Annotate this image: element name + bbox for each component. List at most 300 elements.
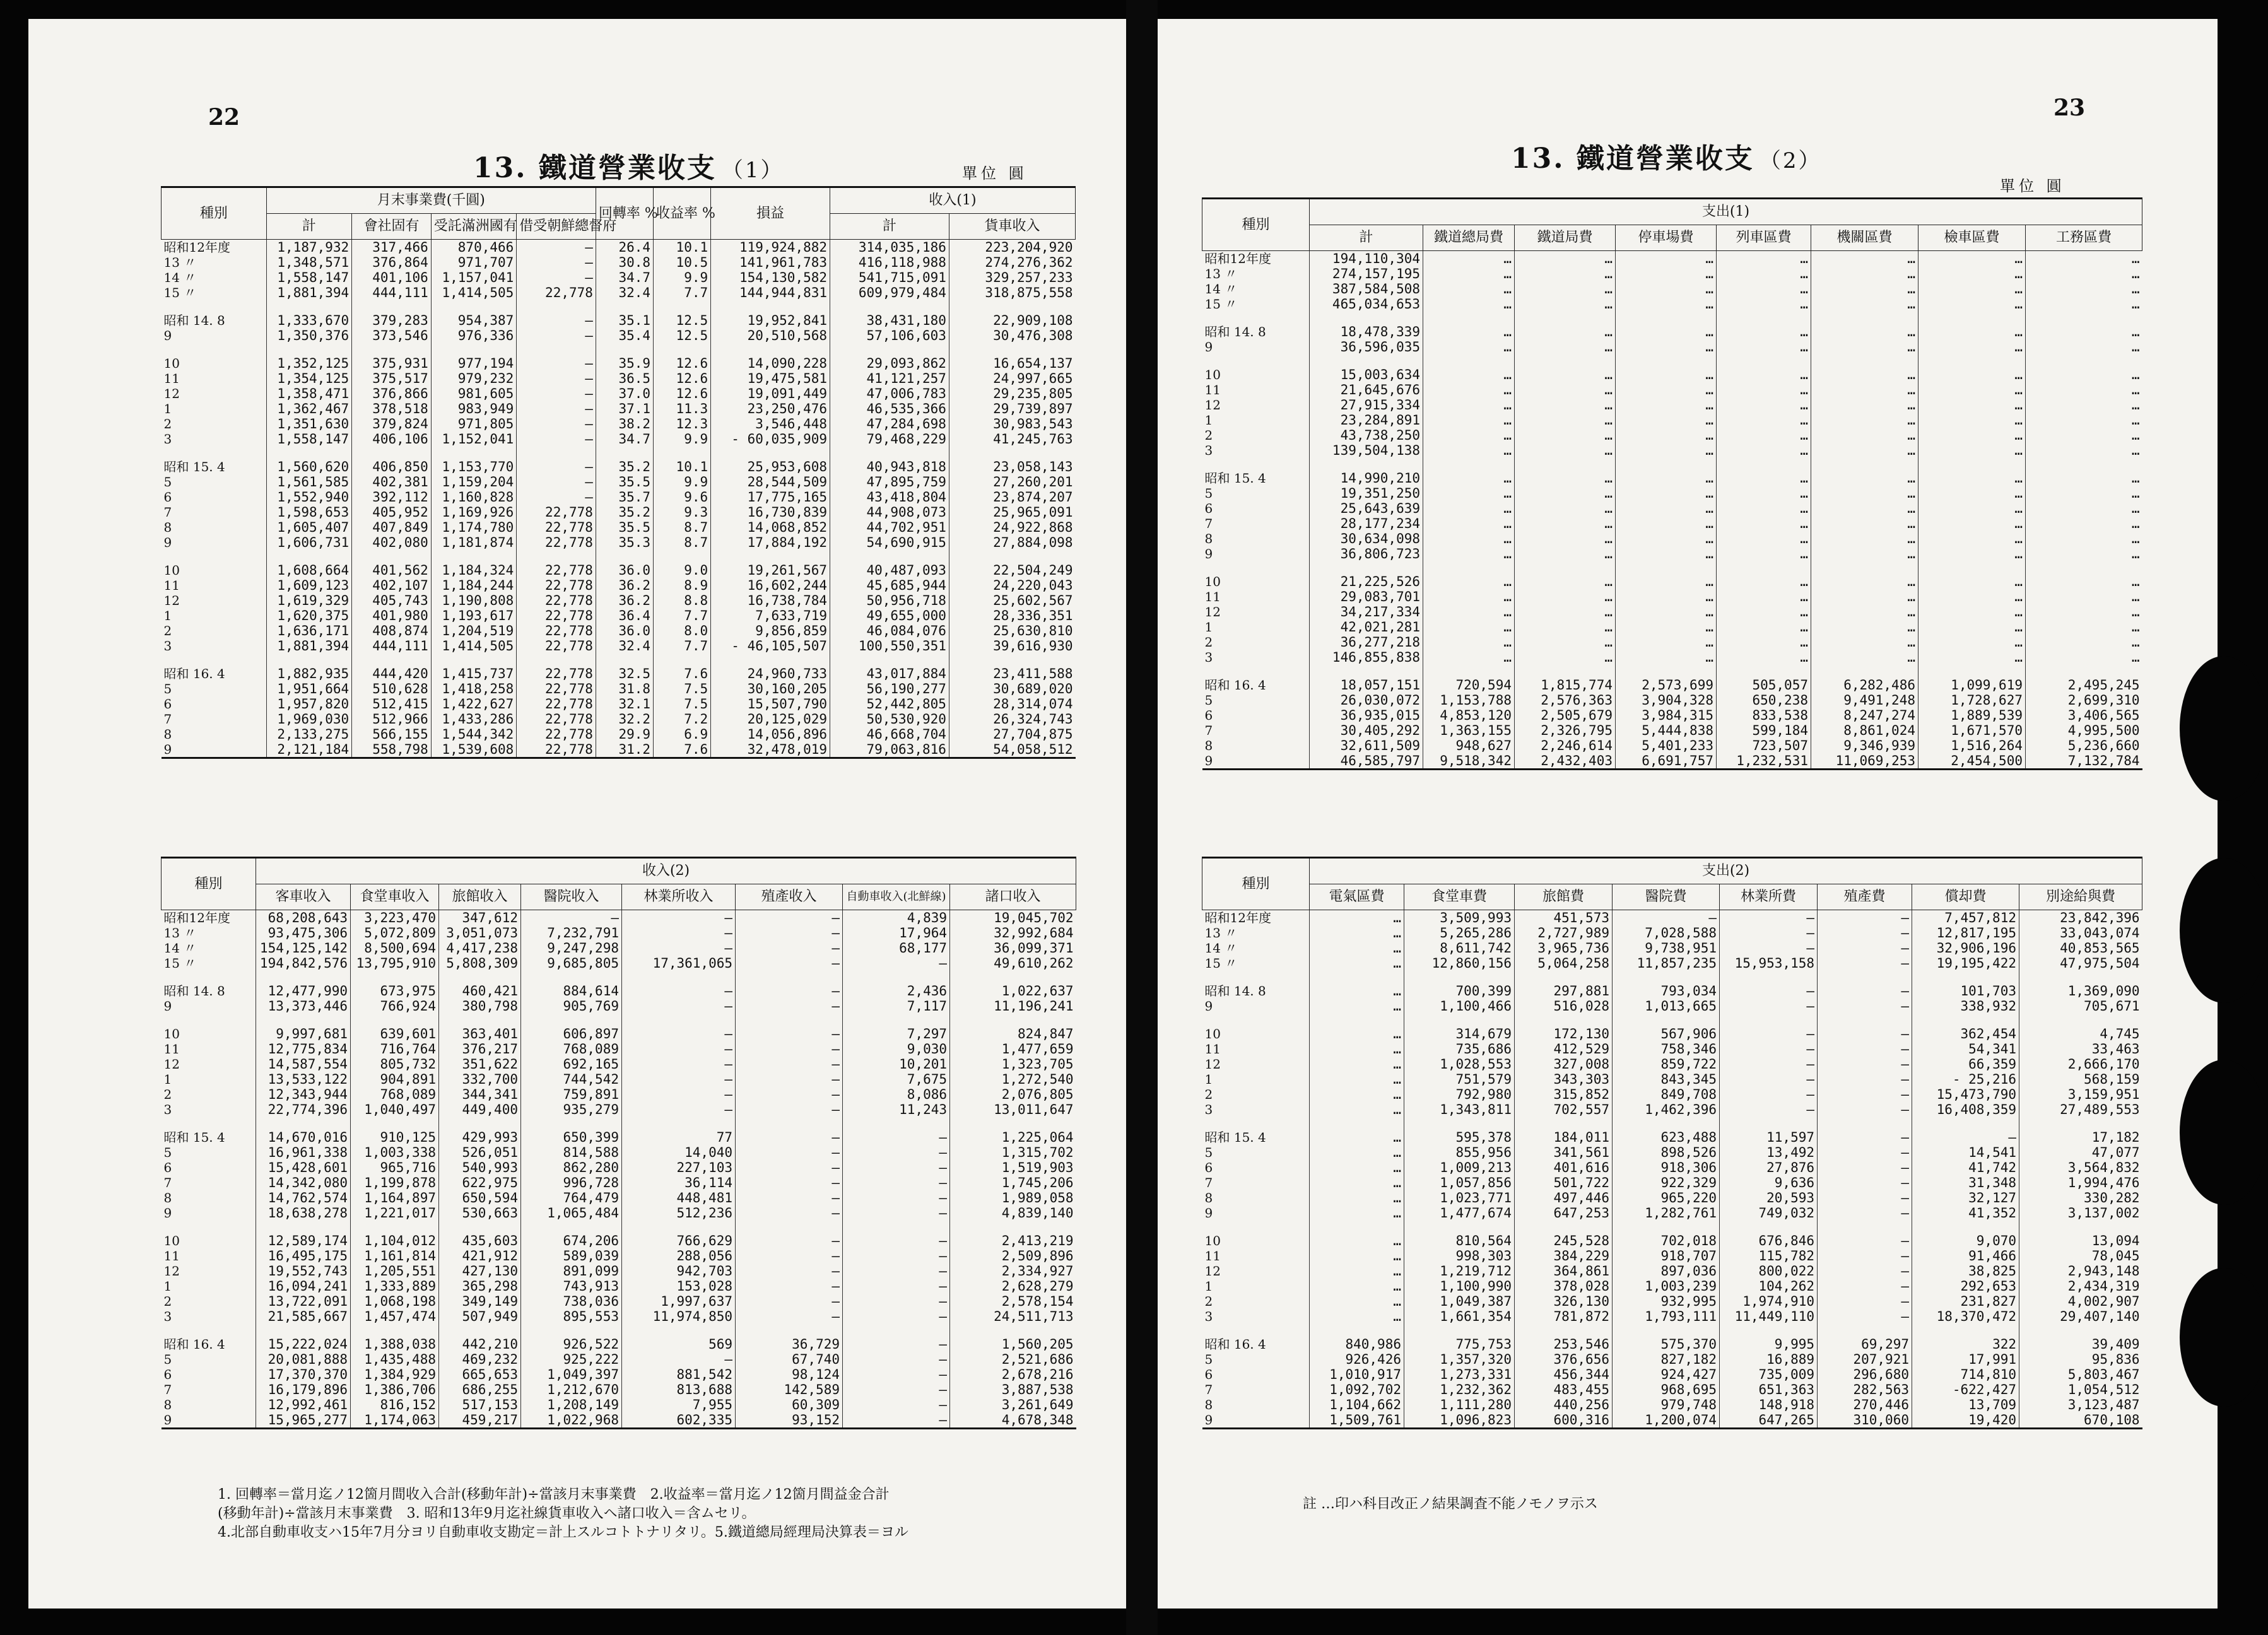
row-gap [1202,1221,2142,1233]
table-cell: … [1310,1205,1404,1221]
row-label: 昭和 14. 8 [1204,324,1266,339]
footnote-3: 4.北部自動車收支ハ15年7月分ヨリ自動車收支勘定＝計上スルコトトナリタリ。5.鐵道總局經理局決算表＝ヨル [218,1525,908,1540]
table-cell: 47,895,759 [830,474,949,489]
table-cell: 926,426 [1310,1352,1404,1367]
table-cell: 2,943,148 [2019,1263,2142,1279]
table-row [162,956,1076,971]
table-cell: 22,778 [517,563,596,578]
table-cell: … [1717,531,1811,546]
table-cell: 412,529 [1515,1041,1613,1057]
table-cell [2019,1117,2142,1130]
table-cell: — [736,1145,843,1160]
table-cell: 19,420 [1912,1412,2019,1429]
title-part: （2） [1759,148,1822,173]
table-cell: … [2026,367,2142,382]
table-cell: 4,995,500 [2026,723,2142,738]
table-cell: 1,358,471 [266,386,352,401]
table-cell: 282,563 [1818,1382,1912,1397]
table-cell: 22,778 [517,712,596,727]
row-label: 昭和 16. 4 [1204,1337,1266,1352]
table-row [162,593,1076,608]
table-cell: … [1515,589,1616,604]
table-cell: 764,479 [521,1190,622,1205]
table-cell: 40,943,818 [830,459,949,474]
table-cell: 983,949 [431,401,517,416]
table-cell: 855,956 [1404,1145,1515,1160]
table-cell: 98,124 [736,1367,843,1382]
table-row [162,1248,1076,1263]
table-cell: 1,184,244 [431,578,517,593]
table-cell: 6,282,486 [1811,677,1918,693]
table-cell: 12,775,834 [256,1041,351,1057]
table-cell: 17,884,192 [711,535,830,550]
table-cell: 759,891 [521,1087,622,1102]
table-cell: — [843,1233,950,1248]
table-cell: … [1717,650,1811,665]
table-cell: … [1811,574,1918,589]
table-cell: 1,957,820 [266,696,352,712]
table-cell: — [1818,910,1912,926]
table-cell: … [1717,516,1811,531]
row-label: 3 [1204,650,1213,665]
table-cell: 32.2 [596,712,653,727]
table-cell: … [1310,1279,1404,1294]
table-cell: 1,153,788 [1423,693,1515,708]
row-label: 昭和12年度 [163,910,230,925]
row-label: 昭和 15. 4 [1204,1130,1266,1145]
table-cell [1613,1014,1720,1026]
table-cell: 8.8 [654,593,711,608]
table-row [1202,1102,2142,1117]
table-row [162,489,1076,505]
table-cell: 15,965,277 [256,1412,351,1429]
table-cell: 1,728,627 [1918,693,2026,708]
table-row [162,1279,1076,1294]
table-cell: 9,346,939 [1811,738,1918,753]
revenue-table-1 [161,186,1076,759]
table-cell: … [1918,339,2026,355]
table-cell: 575,370 [1613,1337,1720,1352]
table-cell: 435,603 [439,1233,521,1248]
table-cell: 12.6 [654,386,711,401]
table-cell: 623,488 [1613,1130,1720,1145]
table-row [162,505,1076,520]
table-cell: — [736,1072,843,1087]
table-cell: 9,856,859 [711,623,830,638]
table-cell: 9.0 [654,563,711,578]
table-cell [736,971,843,983]
table-cell: 153,028 [622,1279,736,1294]
table-cell: 8.7 [654,520,711,535]
table-cell: 1,028,553 [1404,1057,1515,1072]
table-cell: 651,363 [1720,1382,1818,1397]
row-label: 3 [163,431,172,447]
row-gap [162,550,1076,563]
table-cell: … [1423,650,1515,665]
table-cell: 7.6 [654,742,711,758]
table-cell: 36.5 [596,371,653,386]
table-cell: 344,341 [439,1087,521,1102]
table-cell [1404,971,1515,983]
row-label: 1 [1204,1279,1213,1294]
table-cell: … [1423,296,1515,312]
table-row [1202,1294,2142,1309]
table-cell: 898,526 [1613,1145,1720,1160]
table-cell: 362,454 [1912,1026,2019,1041]
row-label: 3 [163,638,172,653]
table-cell: … [2026,589,2142,604]
table-cell: — [517,459,596,474]
table-row [1202,677,2142,693]
table-cell: … [1310,1072,1404,1087]
table-cell: 18,057,151 [1310,677,1423,693]
table-cell: 1,477,659 [950,1041,1076,1057]
table-row [162,285,1076,300]
table-cell [1423,665,1515,677]
table-cell: … [1310,1130,1404,1145]
table-cell: … [1616,266,1717,281]
table-cell: 13,492 [1720,1145,1818,1160]
table-cell: 347,612 [439,910,521,926]
table-cell [439,1117,521,1130]
table-cell: 37.0 [596,386,653,401]
table-cell: — [1818,1041,1912,1057]
table-cell: … [1918,531,2026,546]
table-cell: 10.5 [654,255,711,270]
table-row [1202,1041,2142,1057]
table-cell: … [1811,635,1918,650]
table-cell: 7.5 [654,696,711,712]
table-cell: - 46,105,507 [711,638,830,653]
table-cell: 17,964 [843,925,950,941]
table-cell: … [1811,546,1918,561]
table-cell: 4,002,907 [2019,1294,2142,1309]
table-cell [736,1221,843,1233]
table-cell: 41,245,763 [949,431,1075,447]
table-cell [351,1117,439,1130]
table-cell: 387,584,508 [1310,281,1423,296]
table-cell: 27,915,334 [1310,397,1423,413]
table-cell: 35.9 [596,356,653,371]
table-cell: … [1616,619,1717,635]
table-cell: 22,778 [517,578,596,593]
table-row [1202,1337,2142,1352]
table-row [162,356,1076,371]
table-cell: 1,544,342 [431,727,517,742]
table-cell: 402,107 [352,578,432,593]
table-cell: 1,160,828 [431,489,517,505]
table-cell: 24,220,043 [949,578,1075,593]
table-cell: 483,455 [1515,1382,1613,1397]
table-cell: — [843,956,950,971]
table-cell: 444,111 [352,638,432,653]
table-cell: 702,018 [1613,1233,1720,1248]
table-cell: 18,638,278 [256,1205,351,1221]
row-label [162,550,267,563]
table-cell: 2,727,989 [1515,925,1613,941]
table-row [162,578,1076,593]
table-cell: 36,099,371 [950,941,1076,956]
row-label: 11 [163,578,180,593]
table-cell: 7.7 [654,285,711,300]
table-cell: … [1918,397,2026,413]
table-cell: 840,986 [1310,1337,1404,1352]
table-cell: — [1818,1160,1912,1175]
row-label: 2 [1204,1294,1213,1309]
table-cell: — [517,313,596,328]
table-cell: 36,114 [622,1175,736,1190]
table-cell [1616,665,1717,677]
table-cell: 49,655,000 [830,608,949,623]
row-label: 5 [163,681,172,696]
table-cell: 36.0 [596,623,653,638]
table-cell: — [622,999,736,1014]
table-cell: … [1811,531,1918,546]
table-cell [517,653,596,666]
table-cell: 39,616,930 [949,638,1075,653]
table-cell: 530,663 [439,1205,521,1221]
table-cell: 800,022 [1720,1263,1818,1279]
table-cell: 516,028 [1515,999,1613,1014]
row-label: 9 [163,1205,172,1221]
table-cell: 231,827 [1912,1294,2019,1309]
table-cell: 16,408,359 [1912,1102,2019,1117]
table-cell: … [1310,910,1404,926]
table-cell: 1,225,064 [950,1130,1076,1145]
table-row [1202,910,2142,926]
table-cell [1613,1324,1720,1337]
table-row [1202,1026,2142,1041]
table-cell: 327,008 [1515,1057,1613,1072]
table-cell: 392,112 [352,489,432,505]
table-cell: 720,594 [1423,677,1515,693]
table-cell: — [1818,1026,1912,1041]
table-cell: … [1811,296,1918,312]
table-cell: … [1717,428,1811,443]
table-cell: 22,909,108 [949,313,1075,328]
row-label: 昭和12年度 [1204,251,1271,266]
table-cell: 735,686 [1404,1041,1515,1057]
table-cell: 38,825 [1912,1263,2019,1279]
table-cell: 448,481 [622,1190,736,1205]
table-cell: 35.2 [596,505,653,520]
table-cell [1404,1014,1515,1026]
table-cell: … [1310,956,1404,971]
table-cell: 36.4 [596,608,653,623]
table-cell: 3,261,649 [950,1397,1076,1412]
table-cell: 288,056 [622,1248,736,1263]
table-row [1202,443,2142,458]
table-cell: 1,608,664 [266,563,352,578]
table-cell: 27,704,875 [949,727,1075,742]
table-cell: 3,406,565 [2026,708,2142,723]
table-cell: 93,475,306 [256,925,351,941]
table-cell: 1,636,171 [266,623,352,638]
page-title-right [1511,136,1822,176]
table-cell: 29,739,897 [949,401,1075,416]
table-cell: — [736,1233,843,1248]
table-cell: 3,564,832 [2019,1160,2142,1175]
row-label: 昭和 14. 8 [163,983,225,999]
row-label: 9 [1204,1205,1213,1221]
row-label [162,447,267,459]
table-cell: 365,298 [439,1279,521,1294]
table-cell: … [1616,589,1717,604]
table-cell: … [1717,413,1811,428]
table-cell [949,343,1075,356]
col-header: 自動車收入(北鮮線) [843,884,950,910]
table-cell: 23,874,207 [949,489,1075,505]
table-cell: 743,913 [521,1279,622,1294]
table-cell: — [1720,1087,1818,1102]
table-row [1202,1309,2142,1324]
table-cell: … [1811,251,1918,267]
row-label [1202,355,1310,367]
table-cell: — [1818,941,1912,956]
row-label: 7 [1204,1382,1213,1397]
row-label [162,300,267,313]
table-cell [1720,1117,1818,1130]
table-cell: 22,778 [517,520,596,535]
table-cell: — [622,1041,736,1057]
table-cell: 144,944,831 [711,285,830,300]
table-row [1202,1367,2142,1382]
table-cell [1515,561,1616,574]
table-cell: — [1818,1205,1912,1221]
table-cell: 1,974,910 [1720,1294,1818,1309]
row-label: 7 [163,505,172,520]
table-cell [2019,1221,2142,1233]
table-cell: 14,342,080 [256,1175,351,1190]
row-label [162,1221,256,1233]
table-cell [1423,458,1515,471]
table-cell: … [1515,650,1616,665]
table-cell: 13,709 [1912,1397,2019,1412]
table-cell: 7,232,791 [521,925,622,941]
table-cell: … [1616,382,1717,397]
table-cell: … [1918,324,2026,339]
table-cell: — [622,941,736,956]
table-cell: 5,236,660 [2026,738,2142,753]
table-cell [1918,665,2026,677]
table-cell: 37.1 [596,401,653,416]
table-cell [622,1221,736,1233]
group-header-revenue1: 收入(1) [830,187,1076,214]
group-header-expenditure1: 支出(1) [1310,199,2142,225]
table-row [1202,1190,2142,1205]
table-cell: 1,009,213 [1404,1160,1515,1175]
table-cell: — [1818,999,1912,1014]
table-cell: 2,628,279 [950,1279,1076,1294]
table-cell: … [1717,339,1811,355]
table-cell: … [1423,546,1515,561]
table-cell: 1,457,474 [351,1309,439,1324]
table-cell: 330,282 [2019,1190,2142,1205]
table-cell [256,1014,351,1026]
table-cell: 4,745 [2019,1026,2142,1041]
table-cell: 406,850 [352,459,432,474]
table-cell: 7,117 [843,999,950,1014]
table-cell: 440,256 [1515,1397,1613,1412]
table-cell: 406,106 [352,431,432,447]
table-cell: 1,414,505 [431,638,517,653]
table-row [1202,1352,2142,1367]
table-cell [596,343,653,356]
table-cell: — [843,1309,950,1324]
group-header-revenue2: 收入(2) [256,858,1076,884]
table-cell: — [736,1248,843,1263]
page-title-left [473,145,784,185]
table-cell: … [1515,471,1616,486]
table-cell: … [1918,281,2026,296]
table-cell: 11,449,110 [1720,1309,1818,1324]
table-cell [654,447,711,459]
table-cell [830,550,949,563]
table-row [1202,941,2142,956]
page-number-left: 22 [208,104,240,131]
table-cell: … [1515,635,1616,650]
table-cell: 47,006,783 [830,386,949,401]
table-row [1202,1263,2142,1279]
table-cell [352,300,432,313]
table-cell: 1,200,074 [1613,1412,1720,1429]
table-cell: 36,806,723 [1310,546,1423,561]
table-cell: 2,326,795 [1515,723,1616,738]
table-cell: 21,645,676 [1310,382,1423,397]
row-gap [1202,355,2142,367]
table-row [1202,1412,2142,1429]
table-cell: — [736,910,843,926]
table-cell: 979,748 [1613,1397,1720,1412]
table-cell: 7,675 [843,1072,950,1087]
table-cell: 7.7 [654,638,711,653]
table-cell [736,1117,843,1130]
table-cell: … [1717,501,1811,516]
table-cell [351,1324,439,1337]
row-label: 13 〃 [1204,266,1238,281]
table-cell: … [1515,339,1616,355]
table-cell: 2,495,245 [2026,677,2142,693]
table-cell: 2,509,896 [950,1248,1076,1263]
table-cell: 609,979,484 [830,285,949,300]
table-cell: … [2026,650,2142,665]
row-label: 8 [1204,531,1213,546]
table-cell: 22,778 [517,535,596,550]
table-cell: 833,538 [1717,708,1811,723]
table-cell: — [1818,956,1912,971]
table-cell: 376,866 [352,386,432,401]
table-cell: — [843,1412,950,1429]
table-cell: 349,149 [439,1294,521,1309]
table-row [1202,546,2142,561]
table-row [162,386,1076,401]
row-label: 昭和 14. 8 [1204,983,1266,999]
table-cell: 17,991 [1912,1352,2019,1367]
table-cell: … [1515,574,1616,589]
table-cell: 1,433,286 [431,712,517,727]
table-cell: 895,553 [521,1309,622,1324]
table-cell: … [1616,281,1717,296]
table-cell: 12,817,195 [1912,925,2019,941]
table-cell: — [517,489,596,505]
table-cell: 1,049,387 [1404,1294,1515,1309]
table-cell: 7,457,812 [1912,910,2019,926]
table-cell: 376,864 [352,255,432,270]
table-cell: 14,068,852 [711,520,830,535]
table-cell: — [736,1279,843,1294]
table-cell: … [2026,339,2142,355]
table-cell: 3,223,470 [351,910,439,926]
